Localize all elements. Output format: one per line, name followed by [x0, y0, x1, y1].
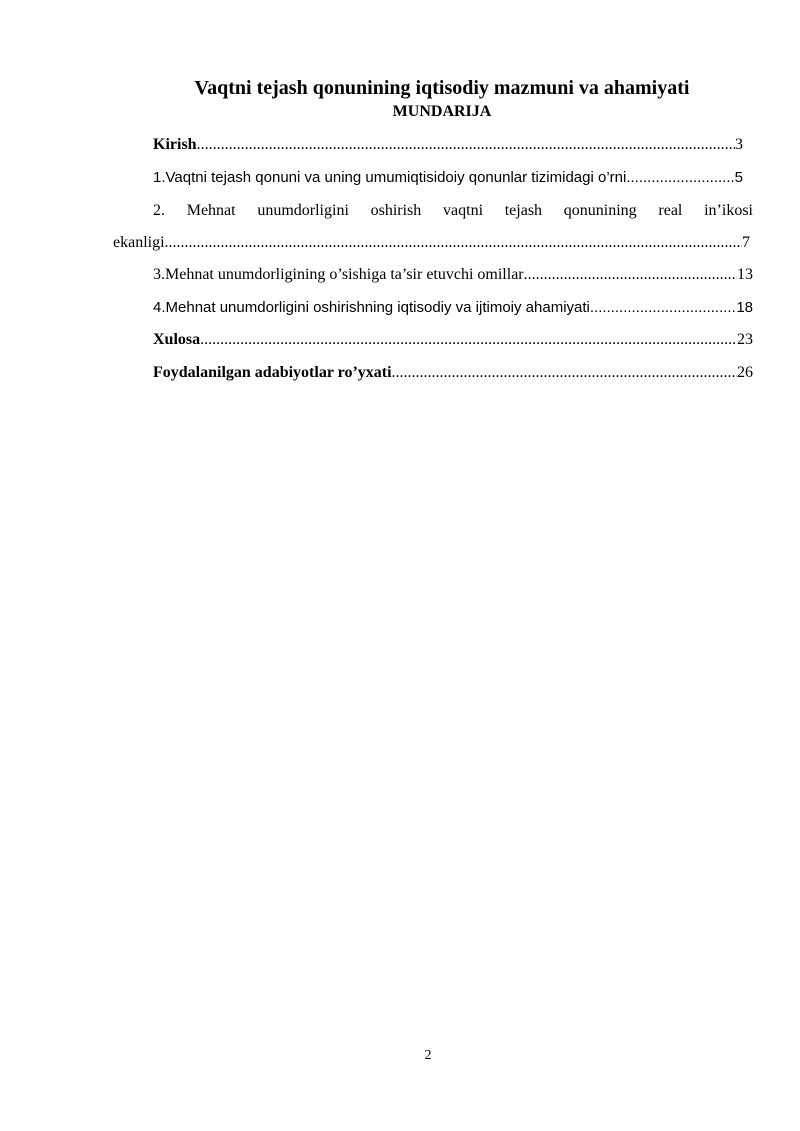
toc-entry-kirish [153, 135, 743, 155]
toc-entry-xulosa [153, 330, 753, 350]
toc-entry-2-line1: 2. Mehnat unumdorligini oshirish vaqtni tejash qonunining real in’ikosi [153, 202, 753, 219]
toc-entry-page: 3 [735, 136, 743, 153]
toc-leader-dots [165, 233, 742, 253]
toc-entry-label: 1.Vaqtni tejash qonuni va uning umumiqtisidoiy qonunlar tizimidagi o’rni [153, 169, 627, 186]
toc-entry-label: 3.Mehnat unumdorligining o’sishiga ta’sir etuvchi omillar [153, 266, 524, 283]
toc-leader-dots [524, 265, 737, 285]
toc-entry-3 [153, 265, 753, 285]
toc-entry-2-line2 [113, 233, 750, 253]
toc-entry-page: 18 [736, 299, 753, 316]
toc-entry-1 [153, 168, 743, 188]
toc-entry-references [153, 363, 753, 383]
toc-leader-dots [626, 168, 734, 188]
toc-heading: MUNDARIJA [392, 103, 492, 120]
toc-entry-page: 7 [742, 234, 750, 251]
toc-entry-label: Foydalanilgan adabiyotlar ro’yxati [153, 364, 392, 381]
toc-entry-page: 13 [737, 266, 753, 283]
toc-entry-4 [153, 298, 753, 318]
toc-entry-page: 23 [737, 331, 753, 348]
toc-entry-label: Xulosa [153, 331, 201, 348]
toc-entry-label: Kirish [153, 136, 197, 153]
toc-entry-label: ekanligi [113, 234, 165, 251]
toc-leader-dots [392, 363, 737, 383]
page-number: 2 [424, 1048, 432, 1063]
document-title: Vaqtni tejash qonunining iqtisodiy mazmuni va ahamiyati [194, 77, 690, 99]
toc-leader-dots [197, 135, 735, 155]
toc-entry-page: 26 [737, 364, 753, 381]
toc-leader-dots [590, 298, 736, 318]
toc-entry-label: 4.Mehnat unumdorligini oshirishning iqtisodiy va ijtimoiy ahamiyati [153, 299, 590, 316]
toc-leader-dots [200, 330, 737, 350]
toc-entry-page: 5 [734, 169, 743, 186]
